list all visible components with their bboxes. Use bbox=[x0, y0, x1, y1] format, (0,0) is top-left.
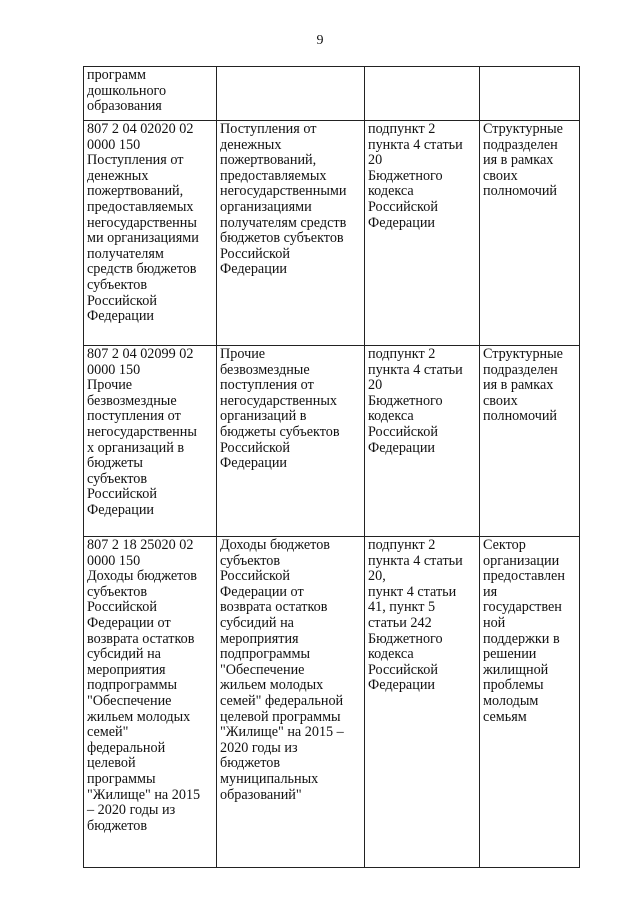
cell-line: кодекса bbox=[368, 408, 414, 425]
cell-line: бюджеты субъектов bbox=[220, 423, 340, 440]
cell-line: "Обеспечение bbox=[220, 661, 305, 678]
cell-line: ия в рамках bbox=[483, 377, 554, 394]
description-cell bbox=[217, 67, 365, 121]
cell-line: 0000 150 bbox=[87, 136, 141, 153]
cell-line: ми организациями bbox=[87, 230, 199, 247]
description-cell bbox=[217, 537, 365, 868]
cell-line: предоставляемых bbox=[220, 167, 327, 184]
cell-line: Российской bbox=[87, 292, 157, 309]
cell-line: федеральной bbox=[87, 739, 166, 756]
cell-line: целевой bbox=[87, 755, 136, 772]
cell-line: жильем молодых bbox=[220, 677, 324, 694]
cell-line: пункта 4 статьи bbox=[368, 136, 463, 153]
table-row bbox=[84, 346, 580, 537]
cell-line: государствен bbox=[483, 599, 562, 616]
cell-line: негосударственны bbox=[87, 214, 197, 231]
cell-line: Сектор bbox=[483, 537, 526, 553]
cell-line: программы bbox=[87, 770, 156, 787]
cell-line: предоставлен bbox=[483, 568, 565, 585]
cell-line: Российской bbox=[368, 423, 438, 440]
cell-line: полномочий bbox=[483, 408, 558, 425]
table-row bbox=[84, 537, 580, 868]
cell-line: Поступления от bbox=[220, 121, 317, 137]
cell-line: поступления от bbox=[220, 377, 314, 394]
cell-line: безвозмездные bbox=[87, 392, 177, 409]
cell-line: полномочий bbox=[483, 183, 558, 200]
code-cell bbox=[84, 537, 217, 868]
table-row bbox=[84, 121, 580, 346]
cell-line: 2020 годы из bbox=[220, 739, 298, 756]
cell-line: целевой программы bbox=[220, 708, 341, 725]
budget-table bbox=[83, 66, 580, 868]
code-cell bbox=[84, 346, 217, 537]
cell-line: пункта 4 статьи bbox=[368, 552, 463, 569]
cell-line: денежных bbox=[220, 136, 282, 153]
cell-line: жилищной bbox=[483, 661, 549, 678]
cell-line: Федерации bbox=[87, 308, 155, 325]
cell-line: 20, bbox=[368, 568, 386, 585]
cell-line: Бюджетного bbox=[368, 392, 443, 409]
cell-line: возврата остатков bbox=[220, 599, 328, 616]
cell-line: дошкольного bbox=[87, 82, 167, 99]
code-cell bbox=[84, 121, 217, 346]
cell-line: Прочие bbox=[220, 346, 266, 362]
cell-line: получателям bbox=[87, 245, 164, 262]
cell-line: денежных bbox=[87, 167, 149, 184]
cell-line: подпункт 2 bbox=[368, 346, 436, 362]
cell-line: жильем молодых bbox=[87, 708, 191, 725]
description-cell bbox=[217, 346, 365, 537]
legal-basis-cell bbox=[365, 121, 480, 346]
cell-line: программ bbox=[87, 67, 146, 83]
cell-line: пункт 4 статьи bbox=[368, 583, 457, 600]
cell-line: Федерации bbox=[368, 677, 436, 694]
cell-line: 20 bbox=[368, 377, 383, 394]
code-cell bbox=[84, 67, 217, 121]
cell-line: своих bbox=[483, 167, 518, 184]
cell-line: подразделен bbox=[483, 136, 558, 153]
cell-line: семьям bbox=[483, 708, 527, 725]
cell-line: ия в рамках bbox=[483, 152, 554, 169]
cell-line: подпункт 2 bbox=[368, 537, 436, 553]
cell-line: бюджетов субъектов bbox=[220, 230, 344, 247]
cell-line: Российской bbox=[220, 245, 290, 262]
cell-line: проблемы bbox=[483, 677, 544, 694]
cell-line: организаций в bbox=[220, 408, 307, 425]
cell-line: образования bbox=[87, 98, 162, 115]
cell-line: негосударственных bbox=[220, 392, 337, 409]
cell-line: пожертвований, bbox=[87, 183, 184, 200]
cell-line: поддержки в bbox=[483, 630, 560, 647]
cell-line: Российской bbox=[368, 661, 438, 678]
cell-line: муниципальных bbox=[220, 770, 319, 787]
cell-line: Федерации bbox=[368, 439, 436, 456]
cell-line: подразделен bbox=[483, 361, 558, 378]
cell-line: ия bbox=[483, 583, 498, 600]
cell-line: семей" bbox=[87, 724, 129, 741]
cell-line: организации bbox=[483, 552, 560, 569]
cell-line: подпункт 2 bbox=[368, 121, 436, 137]
cell-line: 0000 150 bbox=[87, 361, 141, 378]
cell-line: Доходы бюджетов bbox=[87, 568, 197, 585]
cell-line: Российской bbox=[368, 198, 438, 215]
cell-line: 41, пункт 5 bbox=[368, 599, 436, 616]
cell-line: субъектов bbox=[220, 552, 281, 569]
cell-line: бюджеты bbox=[87, 455, 143, 472]
cell-line: кодекса bbox=[368, 646, 414, 663]
cell-line: 807 2 04 02020 02 bbox=[87, 121, 194, 137]
cell-line: субъектов bbox=[87, 470, 148, 487]
cell-line: своих bbox=[483, 392, 518, 409]
cell-line: "Обеспечение bbox=[87, 692, 172, 709]
cell-line: бюджетов bbox=[220, 755, 281, 772]
cell-line: Федерации bbox=[368, 214, 436, 231]
table-row bbox=[84, 67, 580, 121]
cell-line: ной bbox=[483, 614, 506, 631]
cell-line: возврата остатков bbox=[87, 630, 195, 647]
cell-line: семей" федеральной bbox=[220, 692, 344, 709]
responsible-cell bbox=[480, 67, 580, 121]
cell-line: "Жилище" на 2015 bbox=[87, 786, 201, 803]
cell-line: Структурные bbox=[483, 121, 563, 137]
cell-line: поступления от bbox=[87, 408, 181, 425]
cell-line: бюджетов bbox=[87, 817, 148, 834]
cell-line: Федерации bbox=[87, 501, 155, 518]
cell-line: Структурные bbox=[483, 346, 563, 362]
responsible-cell bbox=[480, 121, 580, 346]
cell-line: субсидий на bbox=[87, 646, 161, 663]
cell-line: 807 2 04 02099 02 bbox=[87, 346, 194, 362]
cell-line: Бюджетного bbox=[368, 167, 443, 184]
responsible-cell bbox=[480, 346, 580, 537]
cell-line: предоставляемых bbox=[87, 198, 194, 215]
cell-line: пожертвований, bbox=[220, 152, 317, 169]
cell-line: Российской bbox=[220, 568, 290, 585]
cell-line: негосударственными bbox=[220, 183, 347, 200]
page-number: 9 bbox=[316, 33, 324, 48]
cell-line: молодым bbox=[483, 692, 539, 709]
cell-line: негосударственны bbox=[87, 423, 197, 440]
cell-line: субсидий на bbox=[220, 614, 294, 631]
legal-basis-cell bbox=[365, 537, 480, 868]
cell-line: Федерации bbox=[220, 455, 288, 472]
cell-line: получателям средств bbox=[220, 214, 347, 231]
cell-line: статьи 242 bbox=[368, 614, 432, 631]
legal-basis-cell bbox=[365, 67, 480, 121]
legal-basis-cell bbox=[365, 346, 480, 537]
cell-line: образований" bbox=[220, 786, 302, 803]
cell-line: Прочие bbox=[87, 377, 133, 394]
cell-line: организациями bbox=[220, 198, 312, 215]
cell-line: "Жилище" на 2015 – bbox=[220, 724, 344, 741]
cell-line: Федерации от bbox=[220, 583, 304, 600]
cell-line: средств бюджетов bbox=[87, 261, 197, 278]
cell-line: субъектов bbox=[87, 583, 148, 600]
cell-line: Федерации от bbox=[87, 614, 171, 631]
cell-line: Поступления от bbox=[87, 152, 184, 169]
cell-line: Бюджетного bbox=[368, 630, 443, 647]
cell-line: подпрограммы bbox=[220, 646, 310, 663]
cell-line: Доходы бюджетов bbox=[220, 537, 330, 553]
cell-line: субъектов bbox=[87, 276, 148, 293]
cell-line: безвозмездные bbox=[220, 361, 310, 378]
cell-line: мероприятия bbox=[220, 630, 299, 647]
cell-line: кодекса bbox=[368, 183, 414, 200]
cell-line: х организаций в bbox=[87, 439, 185, 456]
cell-line: 0000 150 bbox=[87, 552, 141, 569]
cell-line: – 2020 годы из bbox=[87, 802, 176, 819]
cell-line: мероприятия bbox=[87, 661, 166, 678]
cell-line: Федерации bbox=[220, 261, 288, 278]
cell-line: 20 bbox=[368, 152, 383, 169]
cell-line: Российской bbox=[87, 599, 157, 616]
cell-line: подпрограммы bbox=[87, 677, 177, 694]
cell-line: Российской bbox=[87, 486, 157, 503]
responsible-cell bbox=[480, 537, 580, 868]
cell-line: Российской bbox=[220, 439, 290, 456]
description-cell bbox=[217, 121, 365, 346]
cell-line: решении bbox=[483, 646, 537, 663]
cell-line: 807 2 18 25020 02 bbox=[87, 537, 194, 553]
cell-line: пункта 4 статьи bbox=[368, 361, 463, 378]
